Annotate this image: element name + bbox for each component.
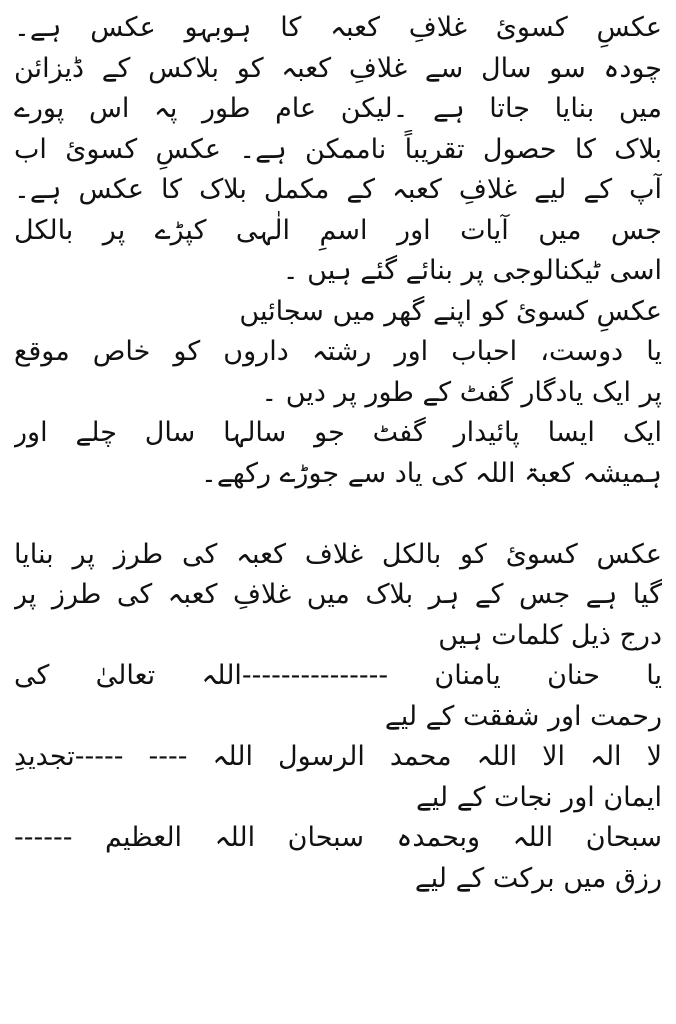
- text-line: ایک ایسا پائیدار گفٹ جو سالہا سال چلے اور: [14, 417, 662, 448]
- text-line: چودہ سو سال سے غلافِ کعبہ کو بلاکس کے ڈیزائن: [14, 52, 662, 84]
- text-line: عکسِ کسوئ کو اپنے گھر میں سجائیں: [239, 295, 662, 327]
- text-line: رحمت اور شفقت کے لیے: [384, 700, 662, 732]
- text-line: پر ایک یادگار گفٹ کے طور پر دیں ۔: [261, 376, 662, 408]
- text-line: اسی ٹیکنالوجی پر بنائے گئے ہیں ۔: [282, 255, 662, 286]
- text-line: عکس کسوئ کو بالکل غلاف کعبہ کی طرز پر بنایا: [14, 538, 662, 570]
- text-line: سبحان اللہ وبحمدہ سبحان اللہ العظیم ------: [14, 822, 662, 853]
- text-line: عکسِ کسوئ غلافِ کعبہ کا ہوبہو عکس ہے۔: [14, 12, 662, 43]
- text-line: یا حنان یامنان ---------------اللہ تعالیٰ کی: [14, 660, 662, 691]
- text-line: رزق میں برکت کے لیے: [414, 862, 662, 894]
- text-line: ہمیشہ کعبۃ اللہ کی یاد سے جوڑے رکھے۔: [201, 457, 662, 489]
- text-line: یا دوست، احباب اور رشتہ داروں کو خاص موقع: [14, 336, 662, 367]
- text-line: آپ کے لیے غلافِ کعبہ کے مکمل بلاک کا عکس ہے۔: [14, 174, 662, 205]
- intro-paragraph: [14, 8, 662, 494]
- text-line: لا الہ الا اللہ محمد الرسول اللہ ---- -----تجدیدِ: [14, 741, 662, 772]
- text-line: درج ذیل کلمات ہیں: [438, 619, 662, 651]
- text-line: بلاک کا حصول تقریباً ناممکن ہے۔ عکسِ کسوئ اب: [14, 133, 662, 165]
- text-line: گیا ہے جس کے ہر بلاک میں غلافِ کعبہ کی طرز پر: [14, 579, 662, 610]
- paragraph-spacer: [14, 494, 662, 535]
- text-line: ایمان اور نجات کے لیے: [415, 781, 662, 813]
- text-line: جس میں آیات اور اسمِ الٰہی کپڑے پر بالکل: [14, 214, 662, 246]
- kalimat-paragraph: [14, 535, 662, 900]
- text-line: میں بنایا جاتا ہے ۔لیکن عام طور پہ اس پورے: [14, 93, 662, 124]
